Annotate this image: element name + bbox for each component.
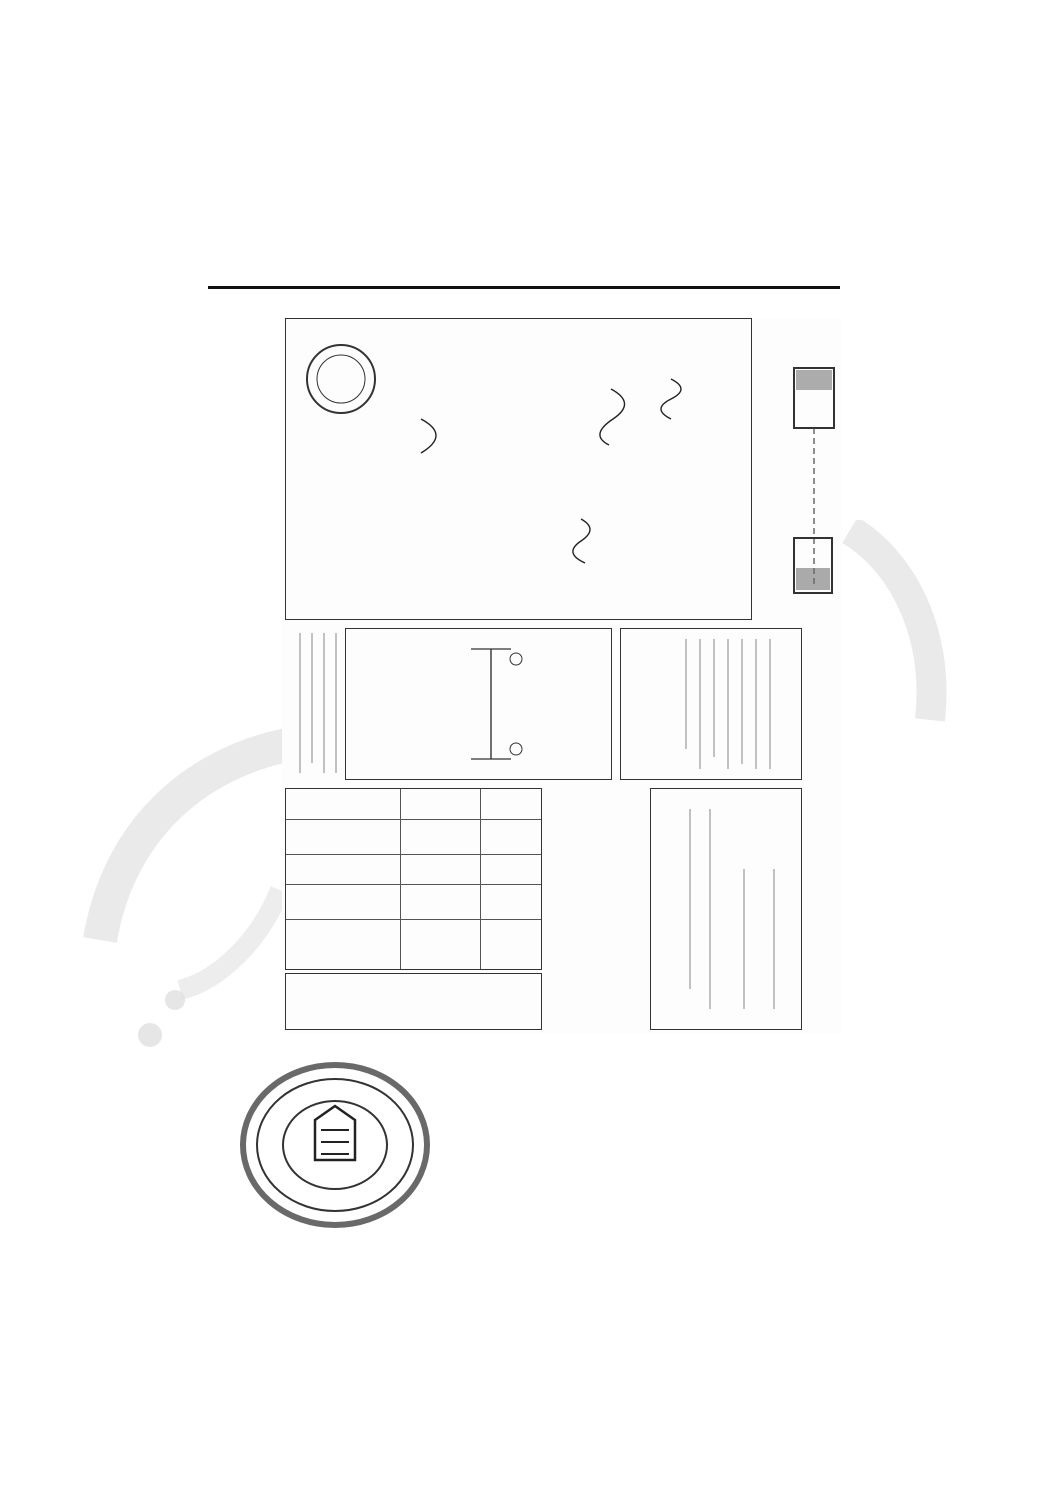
road-section-diagram (346, 629, 611, 779)
scanned-plan-sheet (282, 318, 842, 1033)
official-seal-icon (225, 1050, 435, 1240)
gazette-header (208, 236, 840, 289)
committee-box (285, 318, 752, 620)
road-section-box (345, 628, 612, 780)
plan-rotated-content (282, 318, 842, 1033)
totals-row (285, 973, 542, 1030)
area-summary-box (547, 788, 647, 968)
owner-project-box (650, 788, 802, 1030)
land-use-table (285, 788, 542, 970)
committee-signatures (286, 319, 751, 619)
right-notes-strip (287, 628, 347, 778)
watermark-corner (840, 520, 960, 780)
notes-box (620, 628, 802, 780)
